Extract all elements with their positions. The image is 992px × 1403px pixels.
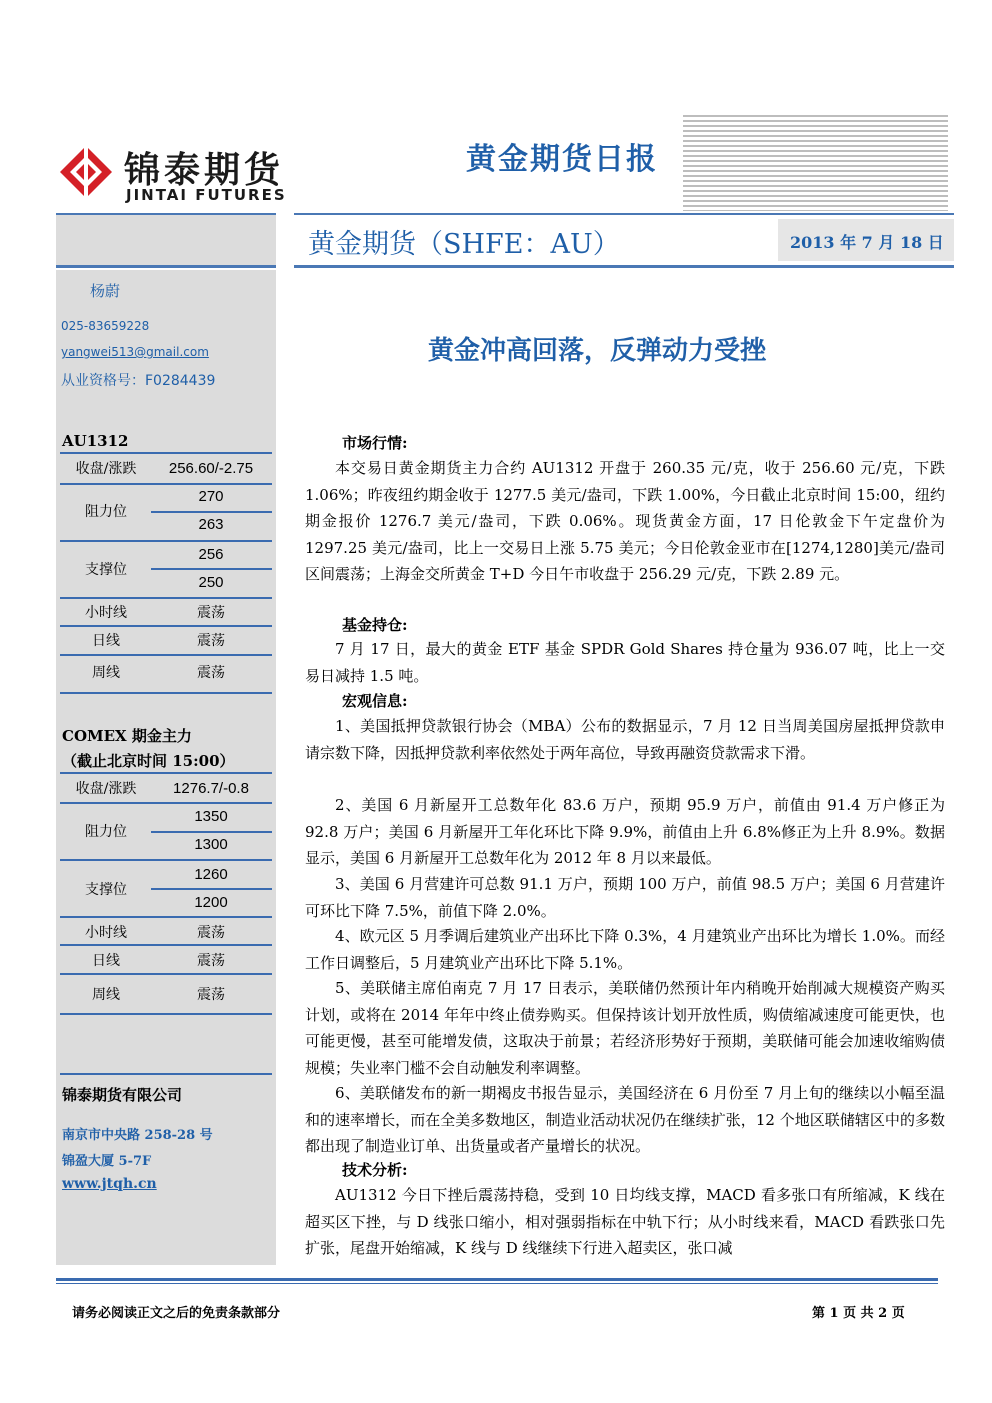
daily-value: 震荡 (197, 953, 225, 969)
divider (60, 654, 272, 656)
divider (60, 1013, 272, 1015)
divider (60, 944, 272, 946)
report-date: 2013 年 7 月 18 日 (790, 233, 944, 252)
divider (60, 859, 272, 861)
weekly-label: 周线 (92, 987, 120, 1003)
close-label: 收盘/涨跌 (75, 781, 137, 797)
divider (151, 568, 272, 570)
table-row (62, 627, 272, 655)
macro-item-2: 2、美国 6 月新屋开工总数年化 83.6 万户，预期 95.9 万户，前值由 91.4 万户修正为 92.8 万户；美国 6 月新屋开工年化环比下降 9.9%，前值由上升 6.8%修正为上升 8.9%。数据显示，美国 6 月新屋开工总数年化为 2012 年 8 月以来最低。 (305, 796, 945, 867)
macro-item-6: 6、美联储发布的新一期褐皮书报告显示，美国经济在 6 月份至 7 月上旬的继续以小幅至温和的速率增长，而在全美多数地区，制造业活动状况仍在继续扩张，12 个地区联储辖区中的多数都出现了制造业订单、出货量或者产量增长的状况。 (305, 1084, 945, 1155)
divider (60, 1073, 272, 1075)
weekly-label: 周线 (92, 665, 120, 681)
banner-title: 黄金期货（SHFE：AU） (308, 229, 620, 260)
hourly-value: 震荡 (197, 925, 225, 941)
table-row (62, 599, 272, 627)
divider (60, 772, 272, 774)
close-value: 1276.7/-0.8 (173, 780, 249, 797)
macro-item-4: 4、欧元区 5 月季调后建筑业产出环比下降 0.3%，4 月建筑业产出环比为增长 1.0%。而经工作日调整后，5 月建筑业产出环比下降 5.1%。 (305, 927, 945, 972)
close-label: 收盘/涨跌 (75, 461, 137, 477)
macro-item-5: 5、美联储主席伯南克 7 月 17 日表示，美联储仍然预计年内稍晚开始削减大规模资产购买计划，或将在 2014 年年中终止债券购买。但保持该计划开放性质，购债缩减速度可能更快，也可能更慢，甚至可能增发债，这取决于前景；若经济形势好于预期，美联储可能会加速收缩购债规模；失业率门槛不会自动触发利率调整。 (305, 979, 945, 1077)
resistance-label: 阻力位 (85, 504, 127, 520)
logo-chinese-name: 锦泰期货 (124, 150, 285, 191)
jintai-logo-icon (58, 144, 114, 200)
sidebar-banner (56, 213, 276, 268)
comex-table-title: COMEX 期金主力 (62, 727, 192, 745)
daily-label: 日线 (92, 953, 120, 969)
table-row (62, 919, 272, 947)
support-1: 256 (198, 546, 224, 563)
resistance-label: 阻力位 (85, 824, 127, 840)
au-table-title: AU1312 (62, 432, 129, 450)
divider (151, 888, 272, 890)
footer-divider-thin (56, 1283, 938, 1284)
table-row (62, 455, 272, 483)
section-tech-heading: 技术分析: (342, 1161, 408, 1179)
holdings-paragraph: 7 月 17 日，最大的黄金 ETF 基金 SPDR Gold Shares 持仓量为 936.07 吨，比上一交易日减持 1.5 吨。 (305, 640, 945, 685)
analyst-email[interactable]: yangwei513@gmail.com (61, 345, 209, 359)
market-paragraph: 本交易日黄金期货主力合约 AU1312 开盘于 260.35 元/克，收于 256.60 元/克，下跌 1.06%；昨夜纽约期金收于 1277.5 美元/盎司，下跌 1.00%，今日截止北京时间 15:00，纽约期金报价 1276.7 美元/盎司，下跌 0.06%。现货黄金方面，17 日伦敦金下午定盘价为 1297.25 美元/盎司，比上一交易日上涨 5.75 美元；今日伦敦金亚市在[1274,1280]美元/盎司区间震荡；上海金交所黄金 T+D 今日午市收盘于 256.29 元/克，下跌 2.89 元。 (305, 459, 945, 583)
close-value: 256.60/-2.75 (168, 460, 254, 477)
divider (60, 802, 272, 804)
divider (60, 692, 272, 694)
table-row (62, 775, 272, 803)
resistance-2: 1300 (194, 836, 228, 853)
resistance-1: 270 (198, 488, 224, 505)
report-title: 黄金期货日报 (466, 142, 658, 177)
table-row (62, 861, 272, 919)
macro-item-1: 1、美国抵押贷款银行协会（MBA）公布的数据显示，7 月 12 日当周美国房屋抵押贷款申请宗数下降，因抵押贷款利率依然处于两年高位，导致再融资贷款需求下滑。 (305, 717, 945, 762)
company-name: 锦泰期货有限公司 (62, 1086, 183, 1104)
resistance-2: 263 (198, 516, 224, 533)
analyst-license: 从业资格号：F0284439 (61, 373, 216, 389)
article-headline: 黄金冲高回落，反弹动力受挫 (428, 336, 767, 366)
divider (60, 597, 272, 599)
company-address-1: 南京市中央路 258-28 号 (62, 1128, 213, 1143)
table-row (62, 981, 272, 1009)
comex-table-subtitle: （截止北京时间 15:00） (62, 752, 235, 770)
logo-english-name: JINTAI FUTURES (126, 186, 287, 204)
divider (60, 973, 272, 975)
divider (60, 540, 272, 542)
divider (60, 625, 272, 627)
analyst-phone: 025-83659228 (61, 319, 150, 333)
divider (60, 483, 272, 485)
header-stripes-decoration (683, 115, 948, 211)
support-1: 1260 (194, 866, 228, 883)
footer-disclaimer: 请务必阅读正文之后的免责条款部分 (72, 1306, 281, 1321)
hourly-label: 小时线 (85, 605, 127, 621)
weekly-value: 震荡 (197, 987, 225, 1003)
support-label: 支撑位 (85, 562, 127, 578)
section-holdings-heading: 基金持仓: (342, 616, 408, 634)
tech-paragraph: AU1312 今日下挫后震荡持稳，受到 10 日均线支撑，MACD 看多张口有所缩减，K 线在超买区下挫，与 D 线张口缩小，相对强弱指标在中轨下行；从小时线来看，MACD 看跌张口先扩张，尾盘开始缩减，K 线与 D 线继续下行进入超卖区，张口减 (305, 1186, 945, 1257)
section-market-heading: 市场行情: (342, 434, 408, 452)
analyst-name: 杨蔚 (90, 282, 121, 300)
divider (60, 916, 272, 918)
table-row (62, 659, 272, 687)
divider (151, 511, 272, 513)
table-row (62, 541, 272, 599)
daily-label: 日线 (92, 633, 120, 649)
divider (60, 452, 272, 454)
company-website-link[interactable]: www.jtqh.cn (62, 1176, 157, 1192)
support-2: 250 (198, 574, 224, 591)
daily-value: 震荡 (197, 633, 225, 649)
hourly-value: 震荡 (197, 605, 225, 621)
support-label: 支撑位 (85, 882, 127, 898)
divider (151, 831, 272, 833)
company-address-2: 锦盈大厦 5-7F (62, 1154, 152, 1169)
footer-divider (56, 1278, 938, 1281)
table-row (62, 947, 272, 975)
support-2: 1200 (194, 894, 228, 911)
weekly-value: 震荡 (197, 665, 225, 681)
footer-page-number: 第 1 页 共 2 页 (812, 1306, 905, 1321)
macro-item-3: 3、美国 6 月营建许可总数 91.1 万户，预期 100 万户，前值 98.5 万户；美国 6 月营建许可环比下降 7.5%，前值下降 2.0%。 (305, 875, 945, 920)
section-macro-heading: 宏观信息: (342, 692, 408, 710)
hourly-label: 小时线 (85, 925, 127, 941)
resistance-1: 1350 (194, 808, 228, 825)
